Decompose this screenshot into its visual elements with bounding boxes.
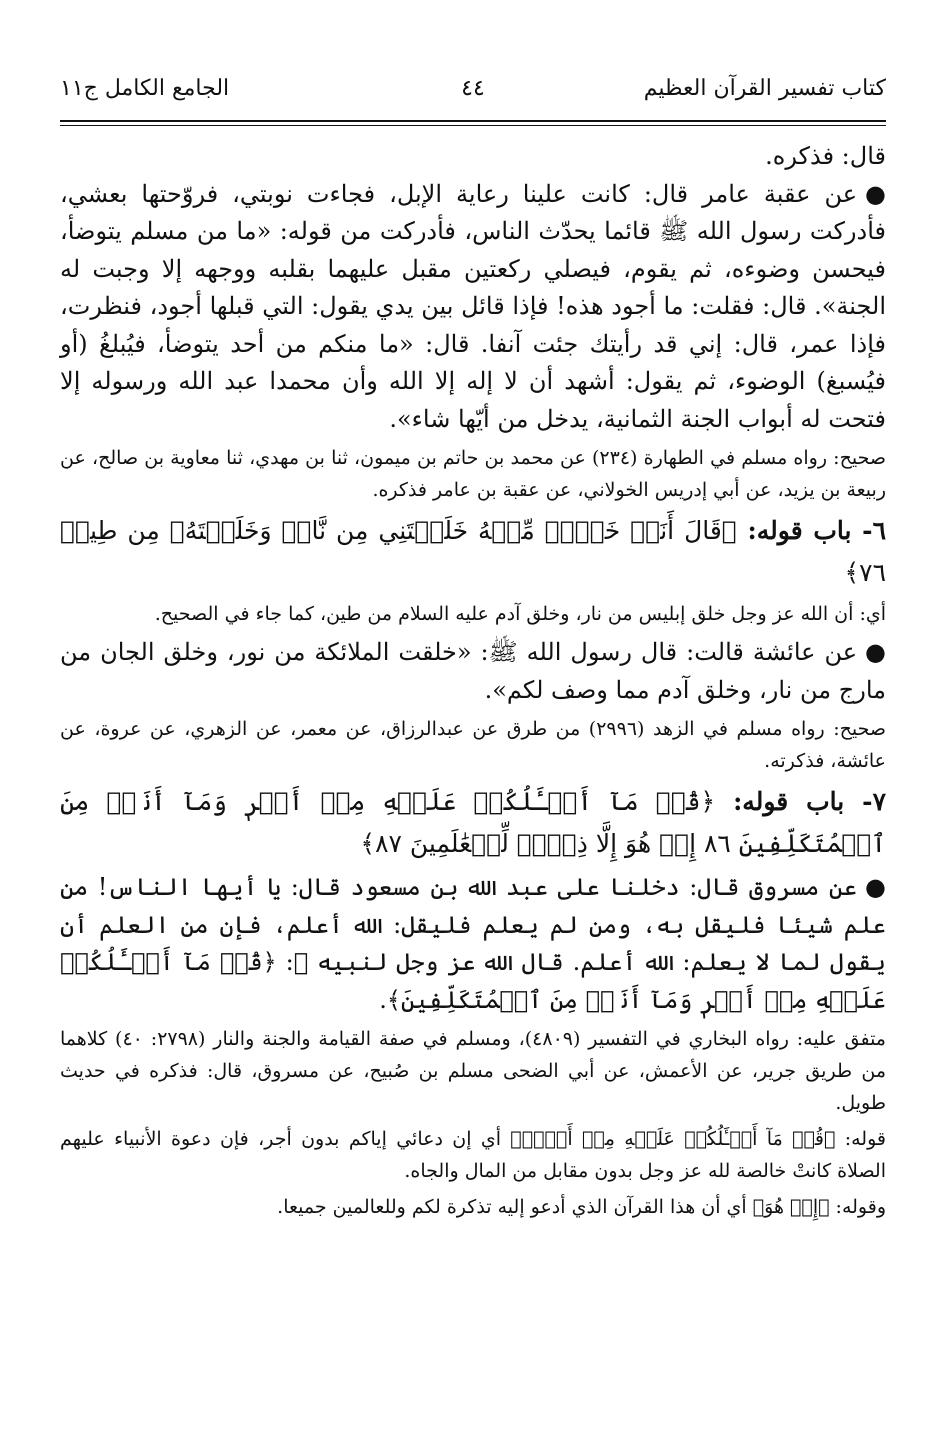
book-title: كتاب تفسير القرآن العظيم: [643, 76, 886, 101]
hadith-paragraph: [60, 634, 886, 709]
hadith-text: عن عائشة قالت: قال رسول الله ﷺ: «خلقت الملائكة من نور، وخلق الجان من مارج من نار، وخلق آدم مما وصف لكم».: [60, 638, 886, 704]
chapter-label: ٧- باب قوله:: [733, 787, 886, 816]
header-rule: [60, 120, 886, 122]
quran-verse: ﴿قُلۡ مَآ أَسۡـَٔلُكُمۡ عَلَيۡهِ مِنۡ أَجۡرٖ وَمَآ أَنَا۠ مِنَ ٱلۡمُتَكَلِّفِينَ ٨٦ إِنۡ هُوَ إِلَّا ذِكۡرٞ لِّلۡعَٰلَمِينَ ٨٧﴾: [60, 787, 886, 858]
hadith-paragraph: [60, 869, 886, 1019]
hadith-text: عن عقبة عامر قال: كانت علينا رعاية الإبل، فجاءت نوبتي، فروّحتها بعشي، فأدركت رسول الله ﷺ قائما يحدّث الناس، فأدركت من قوله: «ما من مسلم يتوضأ، فيحسن وضوءه، ثم يقوم، فيصلي ركعتين مقبل عليهما بقلبه ووجهه إلا وجبت له الجنة». قال: فقلت: ما أجود هذه! فإذا قائل بين يدي يقول: التي قبلها أجود، فنظرت، فإذا عمر، قال: إني قد رأيتك جئت آنفا. قال: «ما منكم من أحد يتوضأ، فيُبلغُ (أو فيُسبغ) الوضوء، ثم يقول: أشهد أن لا إله إلا الله وأن محمدا عبد الله ورسوله إلا فتحت له أبواب الجنة الثمانية، يدخل من أيّها شاء».: [60, 179, 886, 433]
text-line: قال: فذكره.: [765, 142, 886, 170]
commentary-note: أي: أن الله عز وجل خلق إبليس من نار، وخلق آدم عليه السلام من طين، كما جاء في الصحيح.: [154, 603, 886, 625]
takhrij-note: صحيح: رواه مسلم في الزهد (٢٩٩٦) من طرق عن عبدالرزاق، عن معمر، عن الزهري، عن عروة، عن عائشة، فذكرته.: [60, 718, 886, 772]
takhrij-note: صحيح: رواه مسلم في الطهارة (٢٣٤) عن محمد بن حاتم بن ميمون، ثنا بن مهدي، ثنا معاوية بن صالح، عن ربيعة بن يزيد، عن أبي إدريس الخولاني، عن عقبة بن عامر فذكره.: [60, 447, 886, 501]
commentary-note: وقوله: ﴿إِنۡ هُوَ﴾ أي أن هذا القرآن الذي أدعو إليه تذكرة لكم وللعالمين جميعا.: [277, 1196, 886, 1218]
hadith-paragraph: [60, 176, 886, 439]
quran-verse: ﴿قَالَ أَنَا۠ خَيۡرٞ مِّنۡهُ خَلَقۡتَنِي مِن نَّارٖ وَخَلَقۡتَهُۥ مِن طِينٖ ٧٦﴾: [60, 516, 886, 587]
page-number: ٤٤: [461, 76, 485, 101]
page-header: [60, 58, 886, 120]
chapter-heading: [60, 781, 886, 865]
bullet-icon: ●: [865, 638, 886, 666]
book-page: [0, 58, 941, 1432]
page-content: [60, 138, 886, 1223]
header-rule-thin: [60, 125, 886, 126]
takhrij-note: متفق عليه: رواه البخاري في التفسير (٤٨٠٩)، ومسلم في صفة القيامة والجنة والنار (٢٧٩٨: ٤٠) كلاهما من طريق جرير، عن الأعمش، عن أبي الضحى مسلم بن صُبيح، عن مسروق، قال: فذكره في حديث طويل.: [60, 1028, 886, 1114]
bullet-icon: ●: [865, 179, 886, 208]
bullet-icon: ●: [865, 873, 886, 901]
commentary-note: قوله: ﴿قُلۡ مَآ أَسۡـَٔلُكُمۡ عَلَيۡهِ مِنۡ أَجۡرٖ﴾ أي إن دعائي إياكم بدون أجر، فإن دعوة الأنبياء عليهم الصلاة كانتْ خالصة لله عز وجل بدون مقابل من المال والجاه.: [60, 1128, 886, 1182]
chapter-heading: [60, 510, 886, 594]
chapter-label: ٦- باب قوله:: [747, 516, 886, 545]
volume-title: الجامع الكامل ج١١: [60, 76, 230, 101]
hadith-text: عن مسروق قال: دخلنا على عبد الله بن مسعود قال: يا أيها الناس! من علم شيئا فليقل به، ومن لم يعلم فليقل: الله أعلم، فإن من العلم أن يقول لما لا يعلم: الله أعلم. قال الله عز وجل لنبيه ﷺ: ﴿قُلۡ مَآ أَسۡـَٔلُكُمۡ عَلَيۡهِ مِنۡ أَجۡرٖ وَمَآ أَنَا۠ مِنَ ٱلۡمُتَكَلِّفِينَ﴾.: [60, 873, 886, 1014]
